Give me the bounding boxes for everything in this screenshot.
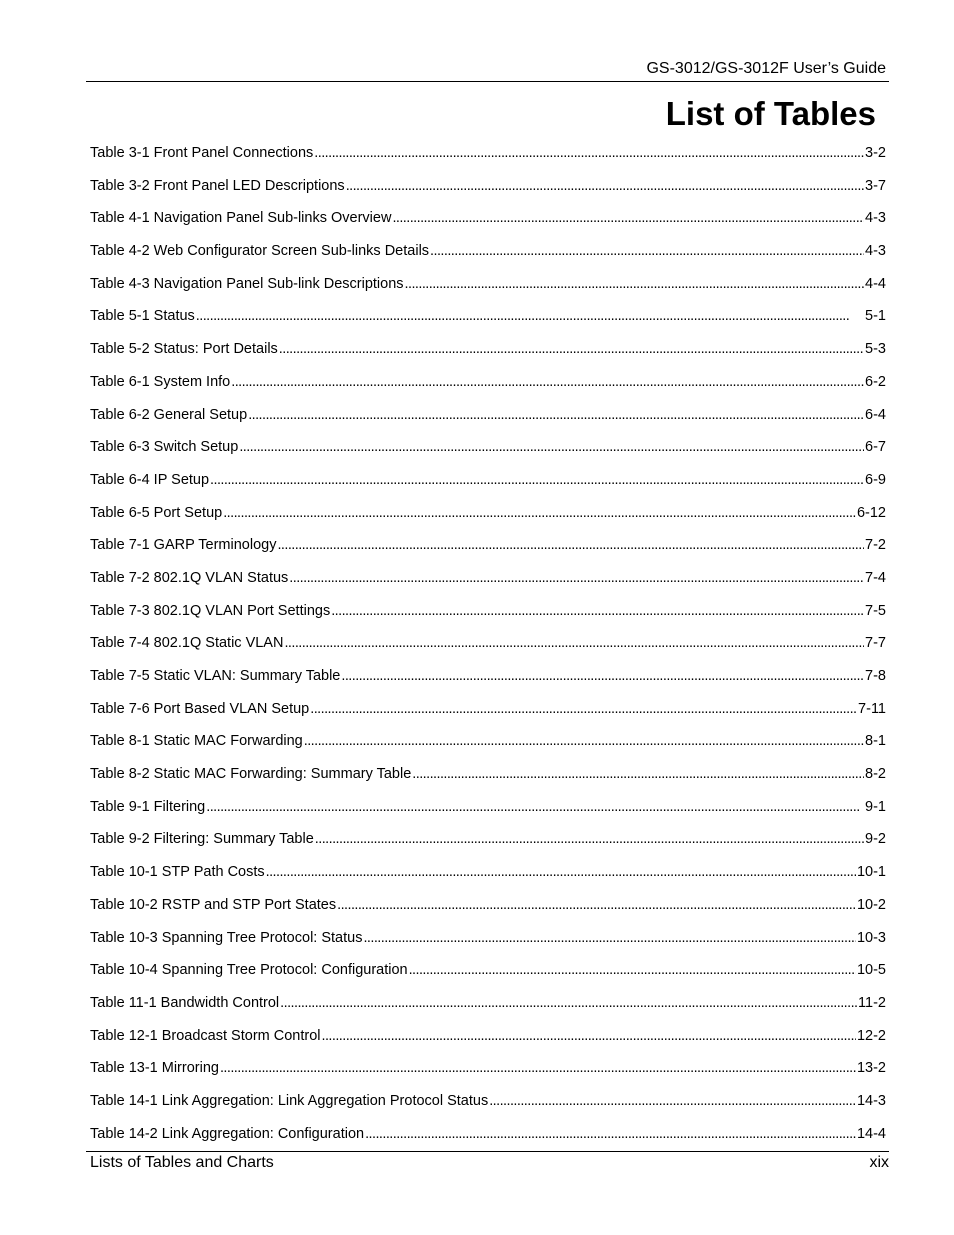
toc-entry-label[interactable]: Table 14-2 Link Aggregation: Configuration <box>90 1125 365 1142</box>
toc-entry[interactable] <box>90 897 886 930</box>
dot-leader <box>392 210 864 226</box>
toc-entry-label[interactable]: Table 10-4 Spanning Tree Protocol: Configuration <box>90 962 408 979</box>
toc-entry-page-number[interactable]: 6-2 <box>865 373 886 390</box>
toc-entry[interactable] <box>90 799 886 832</box>
toc-entry[interactable] <box>90 864 886 897</box>
toc-entry-label[interactable]: Table 3-1 Front Panel Connections <box>90 145 314 161</box>
dot-leader <box>280 995 857 1011</box>
dot-leader <box>341 668 864 684</box>
toc-entry-label[interactable]: Table 4-3 Navigation Panel Sub-link Descriptions <box>90 275 404 292</box>
toc-entry-page-number[interactable]: 8-2 <box>865 766 886 783</box>
toc-entry-page-number[interactable]: 13-2 <box>856 1060 886 1077</box>
toc-entry-label[interactable]: Table 4-1 Navigation Panel Sub-links Overview <box>90 210 392 227</box>
toc-entry-page-number[interactable]: 7-4 <box>865 569 886 586</box>
toc-entry-label[interactable]: Table 6-4 IP Setup <box>90 471 210 488</box>
dot-leader <box>412 766 864 782</box>
toc-entry-label[interactable]: Table 9-1 Filtering <box>90 798 206 815</box>
toc-entry[interactable] <box>90 733 886 766</box>
dot-leader <box>405 276 865 292</box>
header-rule <box>86 81 889 82</box>
toc-entry[interactable] <box>90 570 886 603</box>
toc-entry-page-number[interactable]: 14-4 <box>856 1125 886 1142</box>
toc-entry-page-number[interactable]: 7-7 <box>865 635 886 652</box>
dot-leader <box>409 962 856 978</box>
toc-entry[interactable] <box>90 995 886 1028</box>
toc-entry[interactable] <box>90 472 886 505</box>
dot-leader <box>279 341 864 357</box>
toc-entry[interactable] <box>90 831 886 864</box>
dot-leader <box>310 701 857 717</box>
dot-leader <box>365 1126 856 1142</box>
toc-entry-label[interactable]: Table 7-1 GARP Terminology <box>90 537 277 554</box>
toc-entry-label[interactable]: Table 12-1 Broadcast Storm Control <box>90 1027 321 1044</box>
dot-leader <box>322 1028 856 1044</box>
toc-entry-label[interactable]: Table 3-2 Front Panel LED Descriptions <box>90 177 345 194</box>
toc-entry[interactable] <box>90 407 886 440</box>
toc-entry-page-number[interactable]: 5-3 <box>865 341 886 358</box>
toc-entry-label[interactable]: Table 13-1 Mirroring <box>90 1060 219 1077</box>
toc-entry-page-number[interactable]: 10-5 <box>856 962 886 979</box>
toc-entry[interactable] <box>90 341 886 374</box>
toc-entry[interactable] <box>90 930 886 963</box>
toc-entry[interactable] <box>90 505 886 538</box>
toc-entry-label[interactable]: Table 6-1 System Info <box>90 373 231 390</box>
dot-leader <box>315 831 864 847</box>
table-of-tables-list <box>90 145 886 1158</box>
dot-leader <box>277 537 864 553</box>
dot-leader <box>248 407 864 423</box>
toc-entry-page-number[interactable]: 5-1 <box>865 308 886 325</box>
toc-entry[interactable] <box>90 635 886 668</box>
dot-leader <box>220 1060 856 1076</box>
toc-entry-page-number[interactable]: 7-11 <box>858 700 886 717</box>
toc-entry-page-number[interactable]: 3-7 <box>865 177 886 194</box>
toc-entry-page-number[interactable]: 8-1 <box>865 733 886 750</box>
toc-entry-label[interactable]: Table 7-6 Port Based VLAN Setup <box>90 700 310 717</box>
toc-entry-label[interactable]: Table 10-2 RSTP and STP Port States <box>90 896 337 913</box>
toc-entry-page-number[interactable]: 6-12 <box>856 504 886 521</box>
toc-entry-page-number[interactable]: 10-1 <box>856 864 886 881</box>
dot-leader <box>284 635 864 651</box>
toc-entry-page-number[interactable]: 9-1 <box>865 798 886 815</box>
guide-title: GS-3012/GS-3012F User’s Guide <box>646 60 886 77</box>
dot-leader <box>196 308 864 324</box>
dot-leader <box>346 178 864 194</box>
dot-leader <box>337 897 856 913</box>
toc-entry-label[interactable]: Table 11-1 Bandwidth Control <box>90 994 280 1011</box>
toc-entry-label[interactable]: Table 7-4 802.1Q Static VLAN <box>90 635 284 652</box>
toc-entry[interactable] <box>90 243 886 276</box>
dot-leader <box>314 145 864 161</box>
toc-entry-page-number[interactable]: 6-4 <box>865 406 886 423</box>
dot-leader <box>231 374 864 390</box>
toc-entry[interactable] <box>90 603 886 636</box>
toc-entry-page-number[interactable]: 7-8 <box>865 668 886 684</box>
toc-entry-label[interactable]: Table 6-5 Port Setup <box>90 504 223 521</box>
toc-entry-page-number[interactable]: 12-2 <box>856 1027 886 1044</box>
toc-entry-page-number[interactable]: 3-2 <box>865 145 886 161</box>
toc-entry-label[interactable]: Table 8-2 Static MAC Forwarding: Summary Table <box>90 766 412 783</box>
toc-entry-page-number[interactable]: 10-3 <box>856 929 886 946</box>
toc-entry[interactable] <box>90 766 886 799</box>
dot-leader <box>331 603 864 619</box>
dot-leader <box>206 799 864 815</box>
toc-entry[interactable] <box>90 668 886 701</box>
toc-entry[interactable] <box>90 1060 886 1093</box>
toc-entry-page-number[interactable]: 10-2 <box>856 896 886 913</box>
toc-entry-label[interactable]: Table 6-2 General Setup <box>90 406 248 423</box>
toc-entry-page-number[interactable]: 7-5 <box>865 602 886 619</box>
toc-entry-label[interactable]: Table 7-3 802.1Q VLAN Port Settings <box>90 602 331 619</box>
toc-entry-label[interactable]: Table 14-1 Link Aggregation: Link Aggregation Protocol Status <box>90 1092 489 1109</box>
toc-entry-label[interactable]: Table 7-5 Static VLAN: Summary Table <box>90 668 341 684</box>
toc-entry[interactable] <box>90 1093 886 1126</box>
toc-entry-page-number[interactable]: 6-7 <box>865 439 886 456</box>
toc-entry-label[interactable]: Table 8-1 Static MAC Forwarding <box>90 733 303 750</box>
footer-page-number: xix <box>869 1154 889 1171</box>
toc-entry[interactable] <box>90 1028 886 1061</box>
toc-entry-label[interactable]: Table 5-2 Status: Port Details <box>90 341 278 358</box>
toc-entry[interactable] <box>90 276 886 309</box>
toc-entry[interactable] <box>90 178 886 211</box>
toc-entry[interactable] <box>90 145 886 178</box>
toc-entry[interactable] <box>90 210 886 243</box>
toc-entry[interactable] <box>90 374 886 407</box>
toc-entry-label[interactable]: Table 6-3 Switch Setup <box>90 439 239 456</box>
toc-entry-page-number[interactable]: 4-4 <box>865 275 886 292</box>
toc-entry[interactable] <box>90 308 886 341</box>
toc-entry[interactable] <box>90 537 886 570</box>
toc-entry-page-number[interactable]: 6-9 <box>865 471 886 488</box>
dot-leader <box>489 1093 856 1109</box>
toc-entry-page-number[interactable]: 11-2 <box>858 994 886 1011</box>
toc-entry-page-number[interactable]: 4-3 <box>865 243 886 260</box>
toc-entry-page-number[interactable]: 9-2 <box>865 831 886 848</box>
dot-leader <box>223 505 856 521</box>
toc-entry-page-number[interactable]: 14-3 <box>856 1092 886 1109</box>
page-title: List of Tables <box>665 95 876 132</box>
dot-leader <box>430 243 864 259</box>
toc-entry-page-number[interactable]: 7-2 <box>865 537 886 554</box>
dot-leader <box>266 864 856 880</box>
dot-leader <box>239 439 864 455</box>
dot-leader <box>289 570 864 586</box>
footer-rule <box>86 1151 889 1152</box>
toc-entry-page-number[interactable]: 4-3 <box>865 210 886 227</box>
toc-entry-label[interactable]: Table 9-2 Filtering: Summary Table <box>90 831 314 848</box>
toc-entry-label[interactable]: Table 10-3 Spanning Tree Protocol: Status <box>90 929 363 946</box>
dot-leader <box>363 930 856 946</box>
footer-section-title: Lists of Tables and Charts <box>90 1154 274 1171</box>
toc-entry-label[interactable]: Table 7-2 802.1Q VLAN Status <box>90 569 289 586</box>
toc-entry[interactable] <box>90 701 886 734</box>
toc-entry[interactable] <box>90 439 886 472</box>
toc-entry-label[interactable]: Table 10-1 STP Path Costs <box>90 864 265 881</box>
toc-entry-label[interactable]: Table 5-1 Status <box>90 308 195 325</box>
dot-leader <box>210 472 864 488</box>
toc-entry-label[interactable]: Table 4-2 Web Configurator Screen Sub-links Details <box>90 243 430 260</box>
dot-leader <box>304 733 864 749</box>
toc-entry[interactable] <box>90 962 886 995</box>
